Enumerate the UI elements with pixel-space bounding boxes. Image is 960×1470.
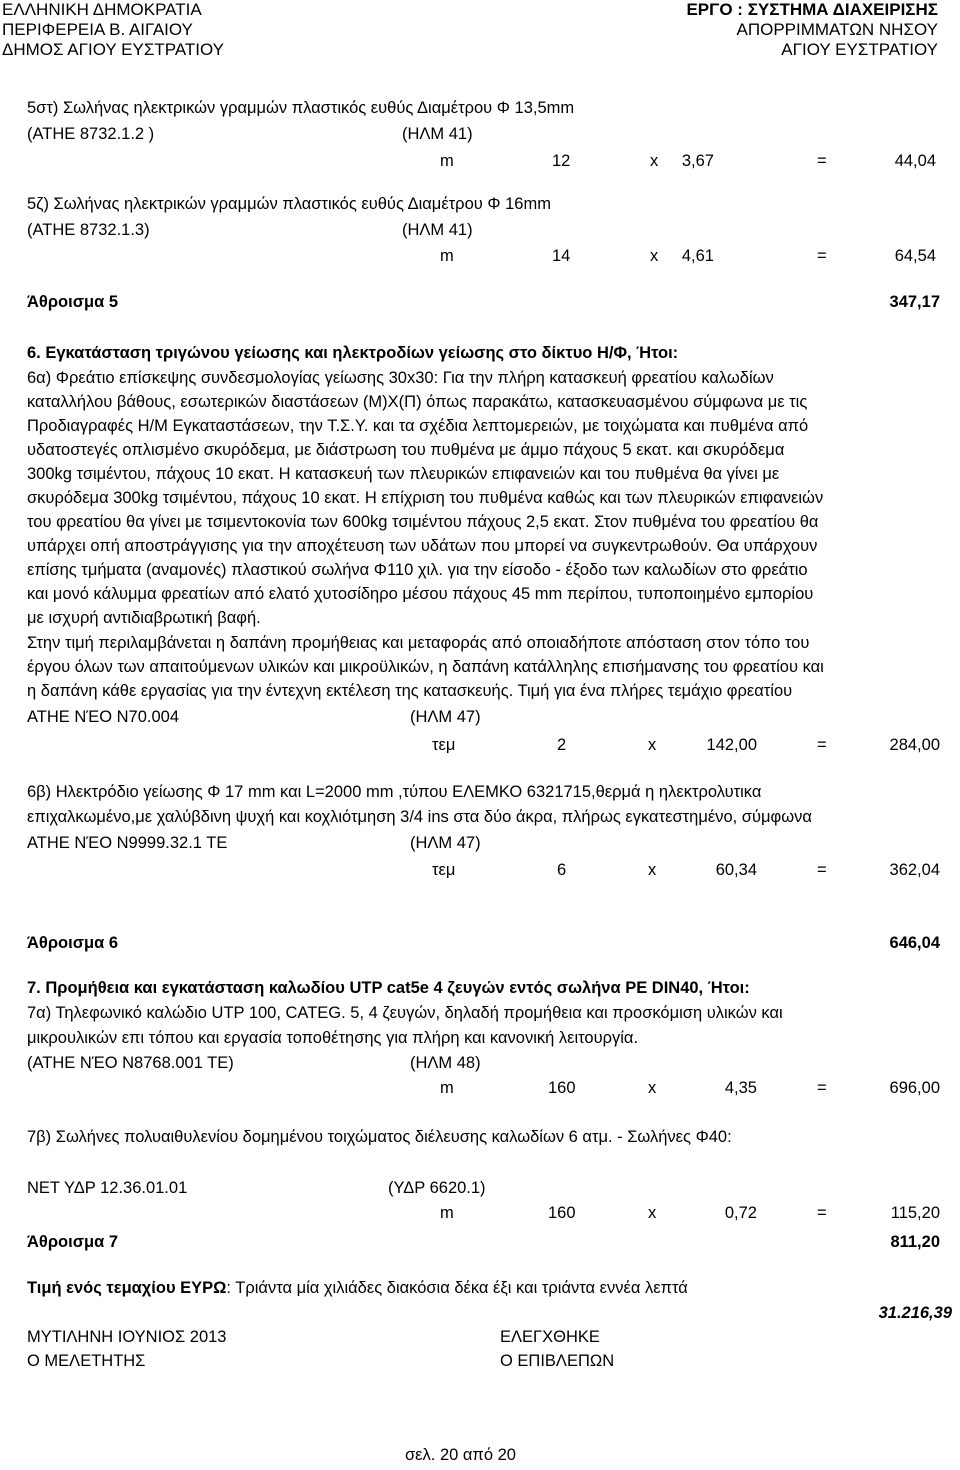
calc-qty: 2 xyxy=(557,736,567,754)
calc-qty: 14 xyxy=(552,247,571,265)
body-line: επιχαλκωμένο,με χαλύβδινη ψυχή και κοχλιότμηση 3/4 ins στα δύο άκρα, πλήρως εγκατεστημένο, σύμφωνα xyxy=(27,808,812,826)
calc-unit: m xyxy=(440,152,454,170)
header-left-line: ΔΗΜΟΣ ΑΓΙΟΥ ΕΥΣΤΡΑΤΙΟΥ xyxy=(2,40,225,59)
calc-eq: = xyxy=(817,1079,827,1097)
body-line: 6β) Ηλεκτρόδιο γείωσης Φ 17 mm και L=2000 mm ,τύπου ΕΛΕΜΚΟ 6321715,θερμά η ηλεκτρολυτικα xyxy=(27,783,762,801)
calc-unit: τεμ xyxy=(432,736,456,754)
body-line: 6α) Φρεάτιο επίσκεψης συνδεσμολογίας γείωσης 30x30: Για την πλήρη κατασκευή φρεατίου καλωδίων xyxy=(27,369,774,387)
calc-eq: = xyxy=(817,1204,827,1222)
calc-qty: 12 xyxy=(552,152,571,170)
sum-label: Άθροισμα 7 xyxy=(27,1233,118,1251)
body-line: 300kg τσιμέντου, πάχους 10 εκατ. Η κατασκευή των πλευρικών επιφανειών και του πυθμένα θα γίνει με xyxy=(27,465,780,483)
calc-total: 44,04 xyxy=(894,152,936,170)
body-line: υπάρχει οπή αποστράγγισης για την αποχέτευση των υδάτων που μπορεί να συγκεντρωθούν. Θα υπάρχουν xyxy=(27,537,818,555)
body-line: Στην τιμή περιλαμβάνεται η δαπάνη προμήθειας και μεταφοράς από οποιαδήποτε απόσταση στον τόπο του xyxy=(27,634,810,652)
item-code: ΑΤΗΕ ΝΈΟ Ν70.004 xyxy=(27,708,180,726)
calc-eq: = xyxy=(817,861,827,879)
header-left-line: ΕΛΛΗΝΙΚΗ ΔΗΜΟΚΡΑΤΙΑ xyxy=(2,0,202,19)
item-code: ΝΕΤ ΥΔΡ 12.36.01.01 xyxy=(27,1179,188,1197)
calc-unit: τεμ xyxy=(432,861,456,879)
calc-price: 3,67 xyxy=(681,152,714,170)
calc-price: 4,35 xyxy=(724,1079,757,1097)
header-left-line: ΠΕΡΙΦΕΡΕΙΑ Β. ΑΙΓΑΙΟΥ xyxy=(2,20,193,39)
calc-price: 142,00 xyxy=(706,736,757,754)
calc-x: x xyxy=(650,247,659,265)
calc-x: x xyxy=(648,736,657,754)
header-right-line: ΑΓΙΟΥ ΕΥΣΤΡΑΤΙΟΥ xyxy=(781,40,938,59)
header-right-line: ΑΠΟΡΡΙΜΜΑΤΩΝ ΝΗΣΟΥ xyxy=(736,20,938,39)
sum-value: 347,17 xyxy=(889,293,940,311)
page-number: σελ. 20 από 20 xyxy=(405,1446,516,1464)
body-line: Προδιαγραφές Η/Μ Εγκαταστάσεων, την Τ.Σ.Υ. και τα σχέδια λεπτομερειών, με τοιχώματα και πυθμένα από xyxy=(27,417,809,435)
calc-total: 362,04 xyxy=(889,861,940,879)
calc-total: 284,00 xyxy=(889,736,940,754)
sum-value: 646,04 xyxy=(889,934,940,952)
supervisor: Ο ΕΠΙΒΛΕΠΩΝ xyxy=(500,1352,615,1370)
item-title: 7β) Σωλήνες πολυαιθυλενίου δομημένου τοιχώματος διέλευσης καλωδίων 6 ατμ. - Σωλήνες Φ40: xyxy=(27,1128,732,1146)
price-label: Τιμή ενός τεμαχίου ΕΥΡΩ xyxy=(27,1279,227,1297)
section-title: 7. Προμήθεια και εγκατάσταση καλωδίου UTP cat5e 4 ζευγών εντός σωλήνα PE DIN40, Ήτοι: xyxy=(27,979,750,997)
body-line: η δαπάνη κάθε εργασίας για την έντεχνη εκτέλεση της κατασκευής. Τιμή για ένα πλήρες τεμάχιο φρεατίου xyxy=(27,682,793,700)
calc-price: 4,61 xyxy=(681,247,714,265)
body-line: μικρουλικών επι τόπου και εργασία τοποθέτησης για πλήρη και κανονική λειτουργία. xyxy=(27,1029,639,1047)
sum-label: Άθροισμα 6 xyxy=(27,934,118,952)
calc-unit: m xyxy=(440,247,454,265)
item-hlm: (ΗΛΜ 41) xyxy=(402,221,473,239)
place-date: ΜΥΤΙΛΗΝΗ ΙΟΥΝΙΟΣ 2013 xyxy=(27,1328,227,1346)
calc-x: x xyxy=(650,152,659,170)
calc-unit: m xyxy=(440,1079,454,1097)
author: Ο ΜΕΛΕΤΗΤΗΣ xyxy=(27,1352,146,1370)
price-number: 31.216,39 xyxy=(878,1304,952,1322)
item-code: (ΑΤΗΕ ΝΈΟ Ν8768.001 ΤΕ) xyxy=(27,1054,234,1072)
calc-x: x xyxy=(648,1204,657,1222)
item-code: (ΑΤΗΕ 8732.1.3) xyxy=(27,221,150,239)
header-right-line: ΕΡΓΟ : ΣΥΣΤΗΜΑ ΔΙΑΧΕΙΡΙΣΗΣ xyxy=(686,0,938,19)
body-line: και μονό κάλυμμα φρεατίων από ελατό χυτοσίδηρο μέσου πάχους 45 mm περίπου, τυποποιημένο εμπορίου xyxy=(27,585,814,603)
body-line: επίσης τμήματα (αναμονές) πλαστικού σωλήνα Φ110 χιλ. για την είσοδο - έξοδο των καλωδίων στο φρεάτιο xyxy=(27,561,808,579)
item-hlm: (ΗΛΜ 47) xyxy=(410,708,481,726)
item-title: 5στ) Σωλήνας ηλεκτρικών γραμμών πλαστικός ευθύς Διαμέτρου Φ 13,5mm xyxy=(27,99,575,117)
calc-total: 115,20 xyxy=(890,1204,940,1222)
checked-label: ΕΛΕΓΧΘΗΚΕ xyxy=(500,1328,600,1346)
calc-total: 64,54 xyxy=(894,247,936,265)
item-code: (ΑΤΗΕ 8732.1.2 ) xyxy=(27,125,155,143)
calc-x: x xyxy=(648,1079,657,1097)
calc-price: 60,34 xyxy=(715,861,757,879)
calc-price: 0,72 xyxy=(724,1204,757,1222)
calc-unit: m xyxy=(440,1204,454,1222)
calc-total: 696,00 xyxy=(889,1079,940,1097)
section-title: 6. Εγκατάσταση τριγώνου γείωσης και ηλεκτροδίων γείωσης στο δίκτυο Η/Φ, Ήτοι: xyxy=(27,344,679,362)
item-code: ΑΤΗΕ ΝΈΟ Ν9999.32.1 ΤΕ xyxy=(27,834,228,852)
price-in-words xyxy=(27,1278,688,1298)
body-line: σκυρόδεμα 300kg τσιμέντου, πάχους 10 εκατ. Η επίχριση του πυθμένα καθώς και των πλευρικών επιφανειών xyxy=(27,489,824,507)
item-hlm: (ΗΛΜ 48) xyxy=(410,1054,481,1072)
body-line: καταλλήλου βάθους, εσωτερικών διαστάσεων (Μ)Χ(Π) όπως παρακάτω, κατασκευασμένου σύμφωνα με τις xyxy=(27,393,808,411)
item-hlm: (ΗΛΜ 41) xyxy=(402,125,473,143)
calc-qty: 160 xyxy=(548,1079,576,1097)
sum-value: 811,20 xyxy=(890,1233,940,1251)
price-words-text: : Τριάντα μία χιλιάδες διακόσια δέκα έξι και τριάντα εννέα λεπτά xyxy=(226,1279,688,1297)
item-hlm: (ΗΛΜ 47) xyxy=(410,834,481,852)
calc-qty: 160 xyxy=(548,1204,576,1222)
body-line: 7α) Τηλεφωνικό καλώδιο UTP 100, CATEG. 5, 4 ζευγών, δηλαδή προμήθεια και προσκόμιση υλικών και xyxy=(27,1004,783,1022)
body-line: υδατοστεγές οπλισμένο σκυρόδεμα, με διάστρωση του πυθμένα με άμμο πάχους 5 εκατ. και σκυρόδεμα xyxy=(27,441,785,459)
item-title: 5ζ) Σωλήνας ηλεκτρικών γραμμών πλαστικός ευθύς Διαμέτρου Φ 16mm xyxy=(27,195,551,213)
body-line: του φρεατίου θα γίνει με τσιμεντοκονία των 600kg τσιμέντου πάχους 2,5 εκατ. Στον πυθμένα του φρεατίου θα xyxy=(27,513,819,531)
body-line: με ισχυρή αντιδιαβρωτική βαφή. xyxy=(27,609,261,627)
sum-label: Άθροισμα 5 xyxy=(27,293,118,311)
calc-eq: = xyxy=(817,247,827,265)
calc-qty: 6 xyxy=(557,861,567,879)
calc-eq: = xyxy=(817,736,827,754)
calc-eq: = xyxy=(817,152,827,170)
body-line: έργου όλων των απαιτούμενων υλικών και μικροϋλικών, η δαπάνη κατάλληλης επισήμανσης του φρεατίου και xyxy=(27,658,824,676)
calc-x: x xyxy=(648,861,657,879)
item-ydr: (ΥΔΡ 6620.1) xyxy=(388,1179,486,1197)
